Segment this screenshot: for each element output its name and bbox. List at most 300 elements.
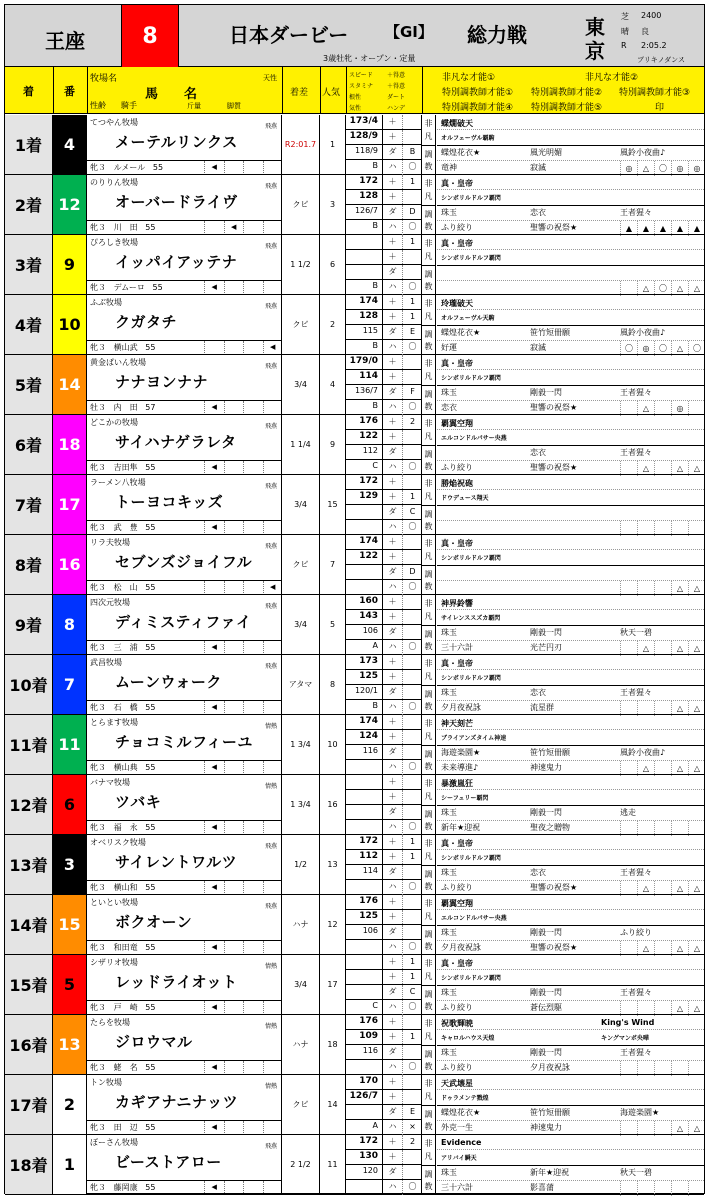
popularity — [320, 895, 346, 954]
handicap-value: 〇 — [402, 400, 422, 415]
table-row[interactable] — [5, 895, 704, 955]
distance: 2400 — [641, 11, 662, 20]
horse-trait: 飛燕 — [264, 543, 277, 550]
horse-number-text: 18 — [58, 435, 81, 454]
label-bon: 凡 — [424, 912, 433, 921]
horse-number-text: 14 — [58, 375, 81, 394]
stamina-value: 128 — [359, 311, 378, 321]
table-row[interactable] — [5, 955, 704, 1015]
stat-plus: ＋ — [382, 610, 402, 624]
stats-cell — [346, 175, 422, 234]
horse-number — [53, 355, 87, 414]
speed-value: 174 — [359, 536, 378, 546]
stat-bonus — [402, 550, 422, 564]
horse-name[interactable]: カギアナニナッツ — [115, 1093, 239, 1111]
popularity-text: 17 — [327, 980, 338, 989]
position-mark — [263, 1001, 283, 1013]
stat-plus: ＋ — [382, 775, 402, 789]
prediction-mark: △ — [671, 701, 688, 716]
prediction-mark — [620, 761, 637, 776]
talent-source: シンボリルドルフ覇閃 — [441, 375, 501, 382]
horse-name[interactable]: トーヨコキッズ — [115, 493, 224, 511]
position-mark — [263, 461, 283, 473]
talent-cell — [422, 235, 704, 294]
table-row[interactable] — [5, 355, 704, 415]
horse-number — [53, 475, 87, 534]
prediction-mark — [620, 581, 637, 596]
table-row[interactable] — [5, 235, 704, 295]
horse-meta — [90, 402, 155, 413]
col-horse: 馬 名 — [145, 87, 198, 102]
prediction-mark — [671, 1181, 688, 1196]
horse-cell — [87, 895, 282, 954]
position-mark — [243, 221, 263, 233]
label-cho: 調 — [424, 209, 433, 219]
table-row[interactable] — [5, 715, 704, 775]
table-row[interactable] — [5, 415, 704, 475]
speed-value: 172 — [359, 1136, 378, 1146]
prediction-mark: △ — [671, 881, 688, 896]
special-talent-5: 神速鬼力 — [530, 763, 562, 772]
handicap-value: 〇 — [402, 340, 422, 355]
special-talent-4: 新年★迎祝 — [441, 823, 481, 832]
position-mark — [243, 701, 263, 713]
record-label: R — [621, 41, 627, 50]
prediction-mark — [620, 701, 637, 716]
stat-bonus — [402, 115, 422, 129]
prediction-mark — [620, 1181, 637, 1196]
col-l4: ハンデ — [387, 105, 406, 112]
label-cho: 調 — [424, 509, 433, 519]
margin-text: クビ — [292, 560, 309, 569]
jockey-name: 内 田 — [113, 403, 138, 412]
running-style-marks — [204, 761, 282, 773]
stat-plus: ＋ — [382, 430, 402, 444]
horse-meta — [90, 822, 155, 833]
position-mark — [224, 1181, 244, 1193]
horse-age: 牝３ — [90, 523, 106, 532]
talent-name: 覇翼空翔 — [441, 899, 473, 908]
prediction-mark: ▲ — [620, 221, 637, 236]
horse-trait: 飛燕 — [264, 843, 277, 850]
horse-name[interactable]: ナナヨンナナ — [115, 373, 209, 391]
talent-cell — [422, 535, 704, 594]
stat-plus: ＋ — [382, 1150, 402, 1164]
horse-name[interactable]: ビーストアロー — [115, 1153, 222, 1171]
stat-bonus — [402, 370, 422, 384]
weight: 55 — [145, 643, 156, 652]
spirit-value: B — [372, 341, 378, 350]
popularity-text: 10 — [327, 740, 338, 749]
label-kyo: 教 — [424, 1182, 433, 1192]
stat-bonus: 1 — [402, 1030, 422, 1044]
prediction-mark: ▲ — [671, 221, 688, 236]
handicap-value: 〇 — [402, 820, 422, 835]
weight: 55 — [145, 583, 156, 592]
horse-name[interactable]: オーバードライヴ — [115, 193, 238, 211]
spirit-value: C — [372, 1001, 378, 1010]
horse-age: 牝３ — [90, 883, 106, 892]
talent-name: 真・皇帝 — [441, 659, 473, 668]
horse-name[interactable]: メーテルリンクス — [115, 133, 238, 151]
venue-1: 東 — [585, 15, 605, 39]
horse-name[interactable]: チョコミルフィーユ — [115, 733, 253, 751]
stat-bonus — [402, 670, 422, 684]
prediction-mark — [654, 821, 671, 836]
table-row[interactable] — [5, 115, 704, 175]
handicap-value: 〇 — [402, 280, 422, 295]
prediction-mark — [654, 1001, 671, 1016]
stamina-value: 128/9 — [349, 131, 378, 141]
prediction-marks — [620, 641, 705, 656]
talent-source: シンボリルドルフ覇閃 — [441, 855, 501, 862]
race-category: 総力戦 — [467, 23, 527, 47]
stat-plus: ＋ — [382, 1030, 402, 1044]
weight: 55 — [145, 1123, 156, 1132]
stat-plus: ＋ — [382, 1015, 402, 1029]
prediction-mark: △ — [688, 941, 705, 956]
position-mark — [224, 341, 244, 353]
prediction-mark — [654, 701, 671, 716]
stat-plus: ＋ — [382, 235, 402, 249]
farm-name: 四次元牧場 — [90, 598, 130, 607]
prediction-mark: △ — [688, 281, 705, 296]
page-title: 王座 — [45, 29, 85, 53]
position-mark — [263, 521, 283, 533]
talent-cell — [422, 1015, 704, 1074]
special-talent-5: 神速鬼力 — [530, 1123, 562, 1132]
position-mark — [263, 881, 283, 893]
horse-number-text: 1 — [63, 1155, 76, 1174]
stats-cell — [346, 1075, 422, 1134]
jockey-name: 福 永 — [113, 823, 138, 832]
popularity-text: 3 — [329, 200, 336, 209]
label-cho: 調 — [424, 1109, 433, 1119]
horse-name[interactable]: イッパイアッテナ — [115, 253, 238, 271]
popularity — [320, 1015, 346, 1074]
horse-name[interactable]: ジロウマル — [115, 1033, 193, 1051]
label-bon: 凡 — [424, 372, 433, 381]
farm-name: どこかの牧場 — [90, 418, 138, 427]
horse-name[interactable]: ツバキ — [115, 793, 162, 811]
special-talent-1: 珠玉 — [441, 868, 457, 877]
label-kyo: 教 — [424, 402, 433, 412]
stats-cell — [346, 415, 422, 474]
stat-bonus — [402, 535, 422, 549]
stats-cell — [346, 355, 422, 414]
talent-name: 勝焔祝砲 — [441, 479, 473, 488]
horse-age: 牝３ — [90, 763, 106, 772]
popularity — [320, 415, 346, 474]
jockey-name: ルメール — [113, 163, 146, 172]
horse-age: 牝３ — [90, 643, 106, 652]
position-mark — [224, 881, 244, 893]
margin — [282, 1075, 320, 1134]
prediction-mark — [654, 401, 671, 416]
popularity — [320, 1135, 346, 1194]
position-mark — [224, 161, 244, 173]
stats-cell — [346, 535, 422, 594]
result-sheet — [4, 4, 705, 1194]
margin — [282, 595, 320, 654]
popularity — [320, 475, 346, 534]
talent-cell — [422, 115, 704, 174]
popularity-text: 9 — [329, 440, 336, 449]
label-bon: 凡 — [424, 732, 433, 741]
horse-name[interactable]: ディミスティファイ — [115, 613, 252, 631]
speed-value: 176 — [359, 1016, 378, 1026]
position-mark: ◀ — [204, 941, 224, 953]
stat-bonus — [402, 430, 422, 444]
dirt-grade: E — [402, 1105, 422, 1119]
prediction-mark: △ — [671, 761, 688, 776]
stat-plus: ＋ — [382, 130, 402, 144]
finish-rank: 17着 — [5, 1075, 53, 1134]
weight: 55 — [145, 463, 156, 472]
horse-age: 牝３ — [90, 583, 106, 592]
table-row[interactable] — [5, 775, 704, 835]
special-talent-1: 珠玉 — [441, 688, 457, 697]
stat-bonus: 2 — [402, 1135, 422, 1149]
weight: 55 — [145, 1063, 156, 1072]
stamina-value: 125 — [359, 911, 378, 921]
power-value: 116 — [362, 746, 378, 755]
prediction-marks — [620, 701, 705, 716]
dirt-grade: F — [402, 385, 422, 399]
position-mark — [243, 761, 263, 773]
special-talent-2: 恋衣 — [530, 868, 546, 877]
margin-text: ハナ — [292, 920, 309, 929]
special-talent-3: 秋天一碧 — [620, 1168, 652, 1177]
weight: 55 — [145, 1183, 156, 1192]
stat-plus: ＋ — [382, 550, 402, 564]
power-value: 112 — [362, 446, 378, 455]
horse-cell — [87, 295, 282, 354]
position-mark: ◀ — [204, 461, 224, 473]
running-style-marks — [204, 521, 282, 533]
special-talent-1: 珠玉 — [441, 988, 457, 997]
running-style-marks — [204, 1181, 282, 1193]
finish-rank: 7着 — [5, 475, 53, 534]
power-value: 116 — [362, 1046, 378, 1055]
dirt-grade — [402, 1045, 422, 1059]
running-style-marks — [204, 941, 282, 953]
weight: 55 — [145, 823, 156, 832]
talent-name-2: King's Wind — [601, 1018, 655, 1027]
talent-source-2: キングマンボ央嘩 — [601, 1035, 649, 1042]
prediction-marks — [620, 1181, 705, 1196]
horse-name[interactable]: ボクオーン — [115, 913, 193, 931]
handicap-label: ハ — [382, 460, 402, 475]
table-row[interactable] — [5, 835, 704, 895]
table-row[interactable] — [5, 175, 704, 235]
special-talent-5: 影喜蒲 — [530, 1183, 554, 1192]
table-row[interactable] — [5, 655, 704, 715]
horse-number-text: 12 — [58, 195, 81, 214]
horse-name[interactable]: セブンズジョイフル — [115, 553, 253, 571]
talent-cell — [422, 895, 704, 954]
horse-number-text: 15 — [58, 915, 81, 934]
dirt-grade — [402, 1165, 422, 1179]
finish-rank: 1着 — [5, 115, 53, 174]
talent-source: サイレンススズカ覇閃 — [441, 615, 501, 622]
special-talent-3: 王者猩々 — [620, 208, 652, 217]
margin — [282, 655, 320, 714]
label-bon: 凡 — [424, 1032, 433, 1041]
record-holder: ブリキノダンス — [637, 56, 685, 64]
stat-bonus — [402, 1150, 422, 1164]
prediction-marks — [620, 221, 705, 236]
special-talent-4: ふり絞り — [441, 223, 473, 232]
farm-name: オベリスク牧場 — [90, 838, 146, 847]
stat-plus: ＋ — [382, 310, 402, 324]
jockey-name: 横山武 — [113, 343, 138, 352]
dirt-grade: E — [402, 325, 422, 339]
prediction-mark: ◎ — [688, 161, 705, 176]
margin-text: 3/4 — [294, 620, 307, 629]
label-cho: 調 — [424, 449, 433, 459]
popularity — [320, 235, 346, 294]
label-bon: 凡 — [424, 312, 433, 321]
farm-name: トン牧場 — [90, 1078, 122, 1087]
margin-text: R2:01.7 — [284, 140, 317, 149]
special-talent-2: 剛毅一閃 — [530, 1048, 562, 1057]
position-mark: ◀ — [263, 581, 283, 593]
horse-number — [53, 835, 87, 894]
stat-plus: ＋ — [382, 175, 402, 189]
prediction-mark: △ — [688, 881, 705, 896]
table-row[interactable] — [5, 295, 704, 355]
horse-name[interactable]: クガタチ — [115, 313, 178, 331]
col-style: 脚質 — [227, 102, 241, 110]
label-kyo: 教 — [424, 1002, 433, 1012]
jockey-name: 横山和 — [113, 883, 138, 892]
handicap-label: ハ — [382, 520, 402, 535]
prediction-mark — [620, 641, 637, 656]
talent-cell — [422, 955, 704, 1014]
label-kyo: 教 — [424, 342, 433, 352]
table-row[interactable] — [5, 1015, 704, 1075]
position-mark — [263, 761, 283, 773]
weight: 55 — [145, 943, 156, 952]
label-cho: 調 — [424, 329, 433, 339]
margin — [282, 295, 320, 354]
horse-cell — [87, 775, 282, 834]
dirt-label: ダ — [382, 865, 402, 879]
prediction-mark — [620, 1001, 637, 1016]
table-row[interactable] — [5, 1075, 704, 1135]
label-bon: 凡 — [424, 432, 433, 441]
race-number-badge — [121, 5, 179, 67]
label-kyo: 教 — [424, 162, 433, 172]
special-talent-5: 聖響の祝祭★ — [530, 403, 578, 412]
stats-cell — [346, 835, 422, 894]
special-talent-5: 寂滅 — [530, 343, 546, 352]
horse-trait: 情熱 — [264, 1023, 277, 1030]
stamina-value: 122 — [359, 431, 378, 441]
running-style-marks — [204, 1061, 282, 1073]
prediction-mark — [620, 941, 637, 956]
farm-name: ふぶ牧場 — [90, 298, 122, 307]
stats-cell — [346, 1015, 422, 1074]
prediction-mark — [637, 821, 654, 836]
race-conditions: 3歳牡牝・オープン・定量 — [323, 54, 416, 63]
horse-meta — [90, 462, 155, 473]
table-row[interactable] — [5, 475, 704, 535]
margin — [282, 175, 320, 234]
finish-rank: 13着 — [5, 835, 53, 894]
special-talent-1: 珠玉 — [441, 808, 457, 817]
label-kyo: 教 — [424, 222, 433, 232]
stats-cell — [346, 715, 422, 774]
special-talent-5: 寂滅 — [530, 163, 546, 172]
margin — [282, 955, 320, 1014]
spirit-value: B — [372, 701, 378, 710]
table-row[interactable] — [5, 595, 704, 655]
stat-plus: ＋ — [382, 475, 402, 489]
horse-age: 牝３ — [90, 343, 106, 352]
horse-number-text: 8 — [63, 615, 76, 634]
power-value: 115 — [362, 326, 378, 335]
venue-2: 京 — [585, 39, 605, 63]
horse-trait: 飛燕 — [264, 183, 277, 190]
horse-number — [53, 235, 87, 294]
talent-name: 玲瓏破天 — [441, 299, 473, 308]
dirt-label: ダ — [382, 145, 402, 159]
horse-meta — [90, 522, 155, 533]
jockey-name: 田 辺 — [113, 1123, 138, 1132]
position-mark — [243, 341, 263, 353]
talent-cell — [422, 1075, 704, 1134]
finish-rank: 10着 — [5, 655, 53, 714]
label-bon: 凡 — [424, 672, 433, 681]
talent-source: キャロルハウス天煌 — [441, 1035, 495, 1042]
dirt-label: ダ — [382, 1045, 402, 1059]
dirt-grade: D — [402, 205, 422, 219]
horse-name[interactable]: サイレントワルツ — [115, 853, 238, 871]
handicap-value: 〇 — [402, 580, 422, 595]
stat-bonus — [402, 715, 422, 729]
talent-cell — [422, 355, 704, 414]
prediction-mark: ◎ — [671, 161, 688, 176]
horse-cell — [87, 475, 282, 534]
prediction-mark — [620, 461, 637, 476]
table-row[interactable] — [5, 535, 704, 595]
stat-plus: ＋ — [382, 850, 402, 864]
prediction-mark: △ — [671, 1121, 688, 1136]
farm-name: シザリオ牧場 — [90, 958, 138, 967]
prediction-mark: △ — [688, 761, 705, 776]
horse-name[interactable]: レッドライオット — [115, 973, 238, 991]
handicap-label: ハ — [382, 340, 402, 355]
horse-cell — [87, 415, 282, 474]
horse-name[interactable]: サイハナゲラレタ — [115, 433, 237, 451]
prediction-mark: △ — [688, 1001, 705, 1016]
prediction-mark — [637, 581, 654, 596]
special-talent-3: 王者猩々 — [620, 1048, 652, 1057]
dirt-grade: B — [402, 145, 422, 159]
table-row[interactable] — [5, 1135, 704, 1195]
horse-name[interactable]: ムーンウォーク — [115, 673, 222, 691]
prediction-marks — [620, 161, 705, 176]
prediction-mark: △ — [688, 1121, 705, 1136]
dirt-label: ダ — [382, 985, 402, 999]
dirt-label: ダ — [382, 385, 402, 399]
finish-rank: 16着 — [5, 1015, 53, 1074]
stat-plus: ＋ — [382, 1075, 402, 1089]
running-style-marks — [204, 1121, 282, 1133]
popularity — [320, 655, 346, 714]
